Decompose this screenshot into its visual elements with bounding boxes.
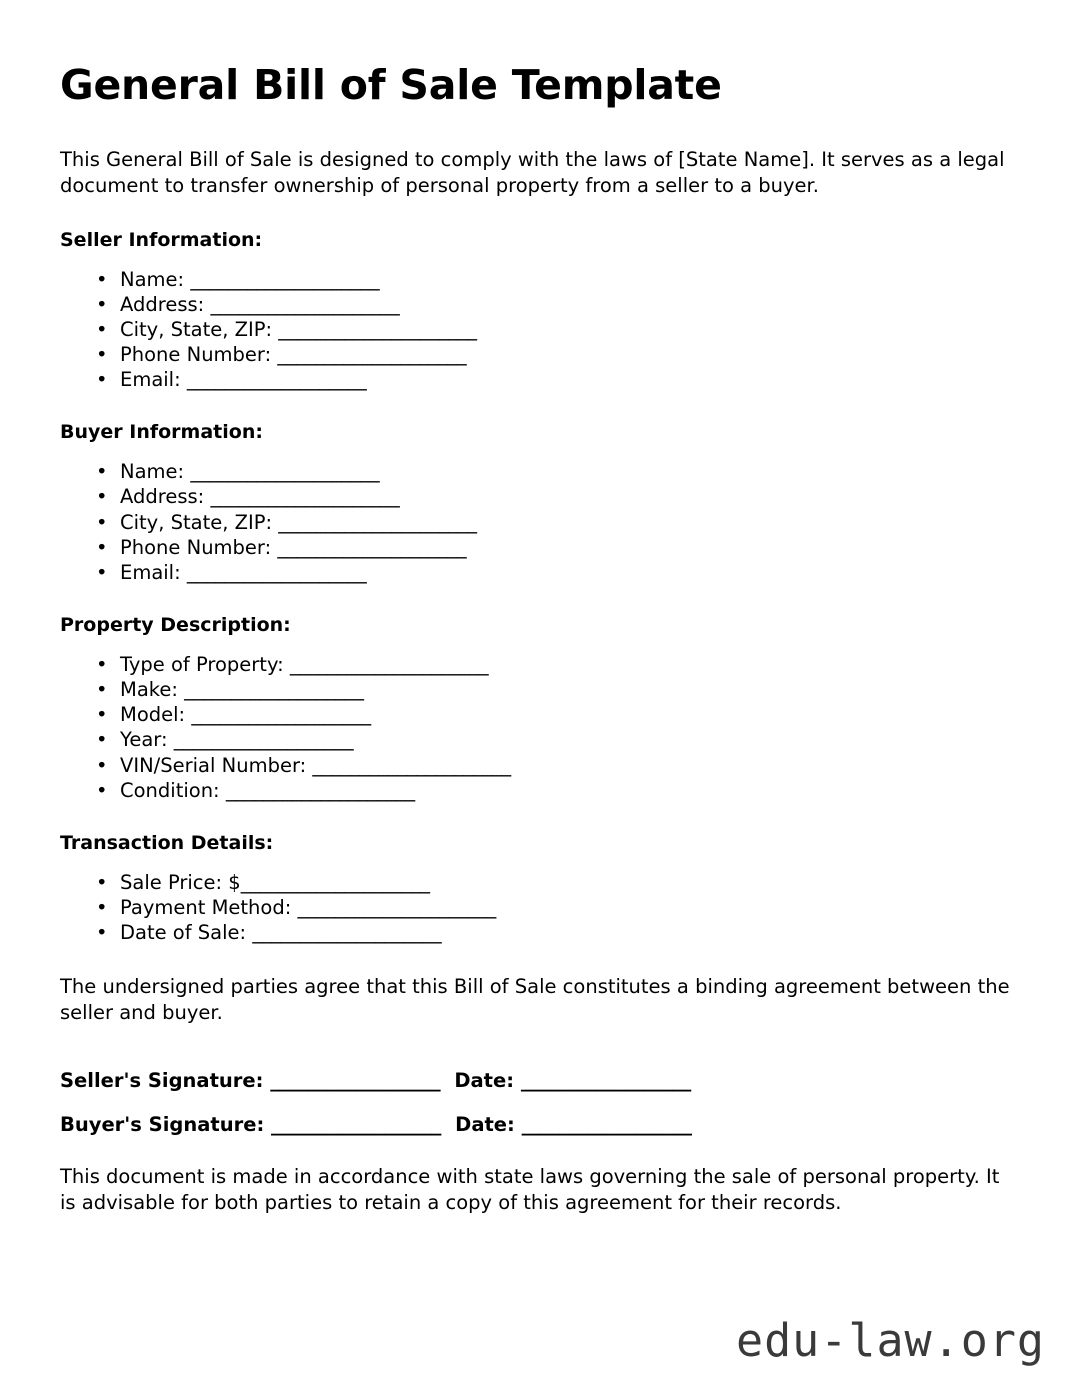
section-heading-transaction-details: Transaction Details: [60,831,274,854]
intro-paragraph: This General Bill of Sale is designed to comply with the laws of [State Name]. It serves as a legal document to transfer ownership of personal property from a seller to a buyer. [60,147,1005,197]
field-blank[interactable]: _____________________ [278,510,477,534]
bullet-icon: • [96,317,108,341]
field-label: City, State, ZIP: [120,317,279,341]
field-blank[interactable]: _____________________ [297,895,496,919]
list-item [92,778,1015,803]
list-item [92,753,1015,778]
bullet-icon: • [96,678,108,702]
field-label: Payment Method: [120,895,298,919]
list-item [92,535,1015,560]
bullet-icon: • [96,560,108,584]
field-blank[interactable]: ____________________ [190,460,380,484]
field-label: Make: [120,678,185,702]
bullet-icon: • [96,510,108,534]
field-blank[interactable]: ___________________ [191,703,371,727]
section-heading-property-description: Property Description: [60,613,291,636]
field-list-transaction-details [60,870,1015,945]
page-title: General Bill of Sale Template [60,61,722,109]
signature-spacer [60,1056,1015,1068]
buyer-signature-row [60,1112,1015,1137]
bullet-icon: • [96,921,108,945]
list-item [92,727,1015,752]
list-item [92,317,1015,342]
seller-signature-label: Seller's Signature: [60,1069,271,1093]
field-blank[interactable]: ___________________ [186,560,367,584]
bullet-icon: • [96,870,108,894]
field-blank[interactable]: ____________________ [252,921,442,945]
field-label: City, State, ZIP: [120,510,279,534]
field-blank[interactable]: ____________________ [277,343,467,366]
field-label: Address: [120,292,211,316]
list-item [92,870,1015,895]
agreement-paragraph: The undersigned parties agree that this Bill of Sale constitutes a binding agreement between the seller and buyer. [60,975,1010,1025]
list-item [92,560,1015,585]
field-list-property-description [60,652,1015,803]
bullet-icon: • [96,728,108,752]
field-label: Model: [120,703,192,727]
buyer-signature-label: Buyer's Signature: [60,1113,272,1137]
buyer-date-label: Date: [455,1113,522,1137]
list-item [92,459,1015,484]
list-item [92,484,1015,509]
field-blank[interactable]: _____________________ [312,753,511,777]
field-label: Sale Price: $ [120,870,241,894]
bullet-icon: • [96,368,108,392]
section-heading-buyer-information: Buyer Information: [60,421,263,444]
field-label: Type of Property: [120,652,290,676]
bullet-icon: • [96,343,108,366]
field-blank[interactable]: ____________________ [277,535,467,559]
field-blank[interactable]: ___________________ [184,678,364,702]
list-item [92,895,1015,920]
field-blank[interactable]: ____________________ [210,485,400,509]
list-item [92,292,1015,317]
bullet-icon: • [96,535,108,559]
watermark-edu-law: edu-law.org [735,1314,1045,1367]
bullet-icon: • [96,485,108,509]
field-label: VIN/Serial Number: [120,753,313,777]
section-heading-seller-information: Seller Information: [60,228,263,251]
field-blank[interactable]: ____________________ [225,778,415,802]
list-item [92,342,1015,367]
bullet-icon: • [96,778,108,802]
list-item [92,652,1015,677]
buyer-date-blank[interactable]: __________________ [521,1113,692,1137]
list-item [92,367,1015,392]
field-blank[interactable]: ___________________ [186,368,367,392]
field-label: Date of Sale: [120,921,253,945]
bullet-icon: • [96,460,108,484]
field-label: Name: [120,267,191,291]
bullet-icon: • [96,703,108,727]
seller-signature-row [60,1068,1015,1093]
closing-paragraph: This document is made in accordance with state laws governing the sale of personal property. It is advisable for both parties to retain a copy of this agreement for their records. [60,1164,1000,1214]
list-item [92,510,1015,535]
field-label: Address: [120,485,211,509]
field-label: Email: [120,368,187,392]
bullet-icon: • [96,652,108,676]
bullet-icon: • [96,753,108,777]
field-label: Email: [120,560,187,584]
list-item [92,920,1015,945]
seller-date-label: Date: [454,1069,521,1093]
field-blank[interactable]: _____________________ [289,652,489,676]
field-list-seller-information [60,267,1015,393]
seller-date-blank[interactable]: __________________ [520,1069,691,1093]
bullet-icon: • [96,895,108,919]
bullet-icon: • [96,292,108,316]
field-blank[interactable]: _____________________ [278,317,477,341]
field-label: Name: [120,460,191,484]
bullet-icon: • [96,267,108,291]
list-item [92,267,1015,292]
field-blank[interactable]: ___________________ [173,728,354,752]
list-item [92,677,1015,702]
list-item [92,702,1015,727]
seller-signature-blank[interactable]: __________________ [270,1069,441,1093]
field-label: Year: [120,728,174,752]
field-label: Phone Number: [120,343,278,366]
field-blank[interactable]: ____________________ [190,267,380,291]
field-list-buyer-information [60,459,1015,585]
buyer-signature-blank[interactable]: __________________ [271,1113,442,1137]
field-label: Condition: [120,778,226,802]
field-blank[interactable]: ____________________ [240,870,430,894]
field-label: Phone Number: [120,535,278,559]
field-blank[interactable]: ____________________ [210,292,400,316]
